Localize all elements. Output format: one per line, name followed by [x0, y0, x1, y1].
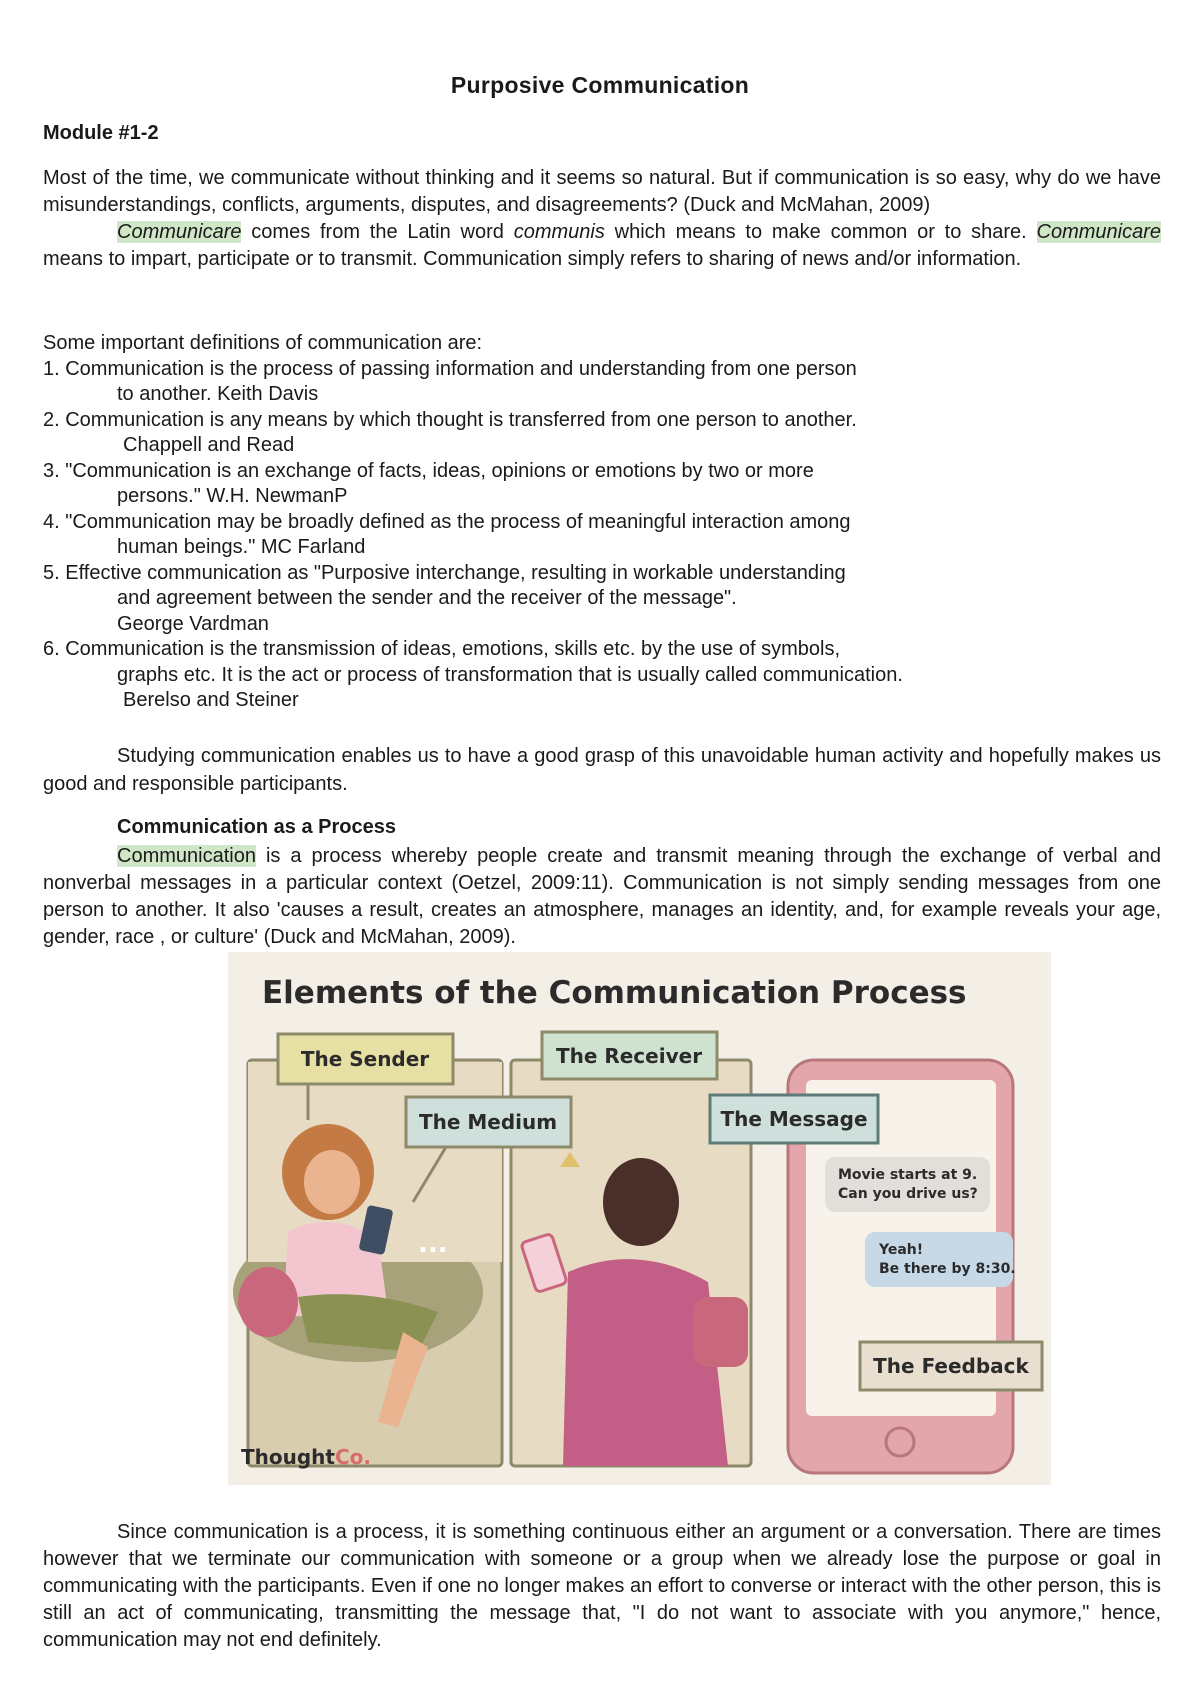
- message-label: The Message: [720, 1107, 868, 1131]
- girl-bag: [238, 1267, 298, 1337]
- bubble1-line2: Can you drive us?: [838, 1186, 978, 1202]
- definitions-lead: Some important definitions of communication are:: [43, 332, 483, 354]
- process-text: is a process whereby people create and transmit meaning through the exchange of verbal and nonverbal messages in a particular context (Oetzel, 2009:11). Communication is not simply sending messages from one person to another. It also 'causes a result, creates an atmosphere, manages an identity, and, for example reveals your age, gender, race , or culture' (Duck and McMahan, 2009).: [43, 845, 1161, 948]
- definition-line: 4. "Communication may be broadly defined as the process of meaningful interaction among: [43, 510, 851, 533]
- definition-author: George Vardman: [117, 612, 269, 635]
- girl-face: [304, 1150, 360, 1214]
- definition-line: and agreement between the sender and the receiver of the message".: [117, 587, 737, 609]
- bubble1-line1: Movie starts at 9.: [838, 1167, 978, 1183]
- definitions-list: [43, 331, 1161, 714]
- receiver-head: [603, 1158, 679, 1246]
- intro-paragraph: Most of the time, we communicate without thinking and it seems so natural. But if communication is so easy, why do we have misunderstandings, conflicts, arguments, disputes, and disagreements? (Duck and McMahan, 2009): [43, 167, 1161, 216]
- definition-line: 5. Effective communication as "Purposive interchange, resulting in workable understanding: [43, 561, 846, 584]
- module-label: Module #1-2: [43, 122, 159, 144]
- thoughtco-logo: ThoughtCo.: [241, 1445, 371, 1469]
- etymology-text-2: which means to make common or to share.: [604, 221, 1037, 243]
- bubble2-line2: Be there by 8:30.: [879, 1261, 1016, 1277]
- figure-title: Elements of the Communication Process: [262, 975, 967, 1011]
- term-communis: communis: [513, 221, 605, 243]
- process-paragraph: [43, 843, 1161, 951]
- definition-line: to another. Keith Davis: [117, 383, 319, 405]
- definition-line: 3. "Communication is an exchange of facts, ideas, opinions or emotions by two or more: [43, 459, 814, 482]
- definition-line: human beings." MC Farland: [117, 536, 366, 558]
- studying-paragraph: Studying communication enables us to have a good grasp of this unavoidable human activity and hopefully makes us good and responsible participants.: [43, 745, 1161, 795]
- feedback-label: The Feedback: [873, 1354, 1029, 1378]
- definition-line: graphs etc. It is the act or process of transformation that is usually called communication.: [117, 663, 903, 686]
- definition-line: 6. Communication is the transmission of ideas, emotions, skills etc. by the use of symbols,: [43, 638, 841, 660]
- receiver-label: The Receiver: [555, 1044, 703, 1068]
- definition-author: Berelso and Steiner: [123, 689, 299, 711]
- term-communicare: Communicare: [117, 221, 242, 243]
- term-communication: Communication: [117, 845, 256, 867]
- receiver-backpack: [693, 1297, 748, 1367]
- message-bubble-1: [825, 1157, 990, 1212]
- message-bubble-2: [865, 1232, 1013, 1287]
- section-heading: Communication as a Process: [117, 816, 396, 838]
- definition-line: 2. Communication is any means by which thought is transferred from one person to another.: [43, 408, 857, 431]
- sender-label: The Sender: [300, 1047, 430, 1071]
- definition-line: 1. Communication is the process of passing information and understanding from one person: [43, 357, 857, 380]
- bubble2-line1: Yeah!: [879, 1242, 924, 1258]
- communication-process-figure: [228, 952, 1051, 1485]
- definition-author: Chappell and Read: [123, 434, 295, 456]
- etymology-text-3: means to impart, participate or to transmit. Communication simply refers to sharing of news and/or information.: [43, 248, 1022, 270]
- typing-dots: ...: [418, 1229, 448, 1259]
- medium-label: The Medium: [418, 1110, 558, 1134]
- etymology-paragraph: [43, 219, 1161, 273]
- definition-line: persons." W.H. NewmanP: [117, 485, 348, 507]
- term-communicare-2: Communicare: [1036, 221, 1161, 243]
- page-title: Purposive Communication: [450, 72, 750, 98]
- closing-paragraph: Since communication is a process, it is something continuous either an argument or a conversation. There are times however that we terminate our communication with someone or a group when we already lose the purpose or goal in communicating with the participants. Even if one no longer makes an effort to converse or interact with the other person, this is still an act of communicating, transmitting the message that, "I do not want to associate with you anymore," hence, communication may not end definitely.: [43, 1521, 1161, 1651]
- etymology-text-1: comes from the Latin word: [241, 221, 514, 243]
